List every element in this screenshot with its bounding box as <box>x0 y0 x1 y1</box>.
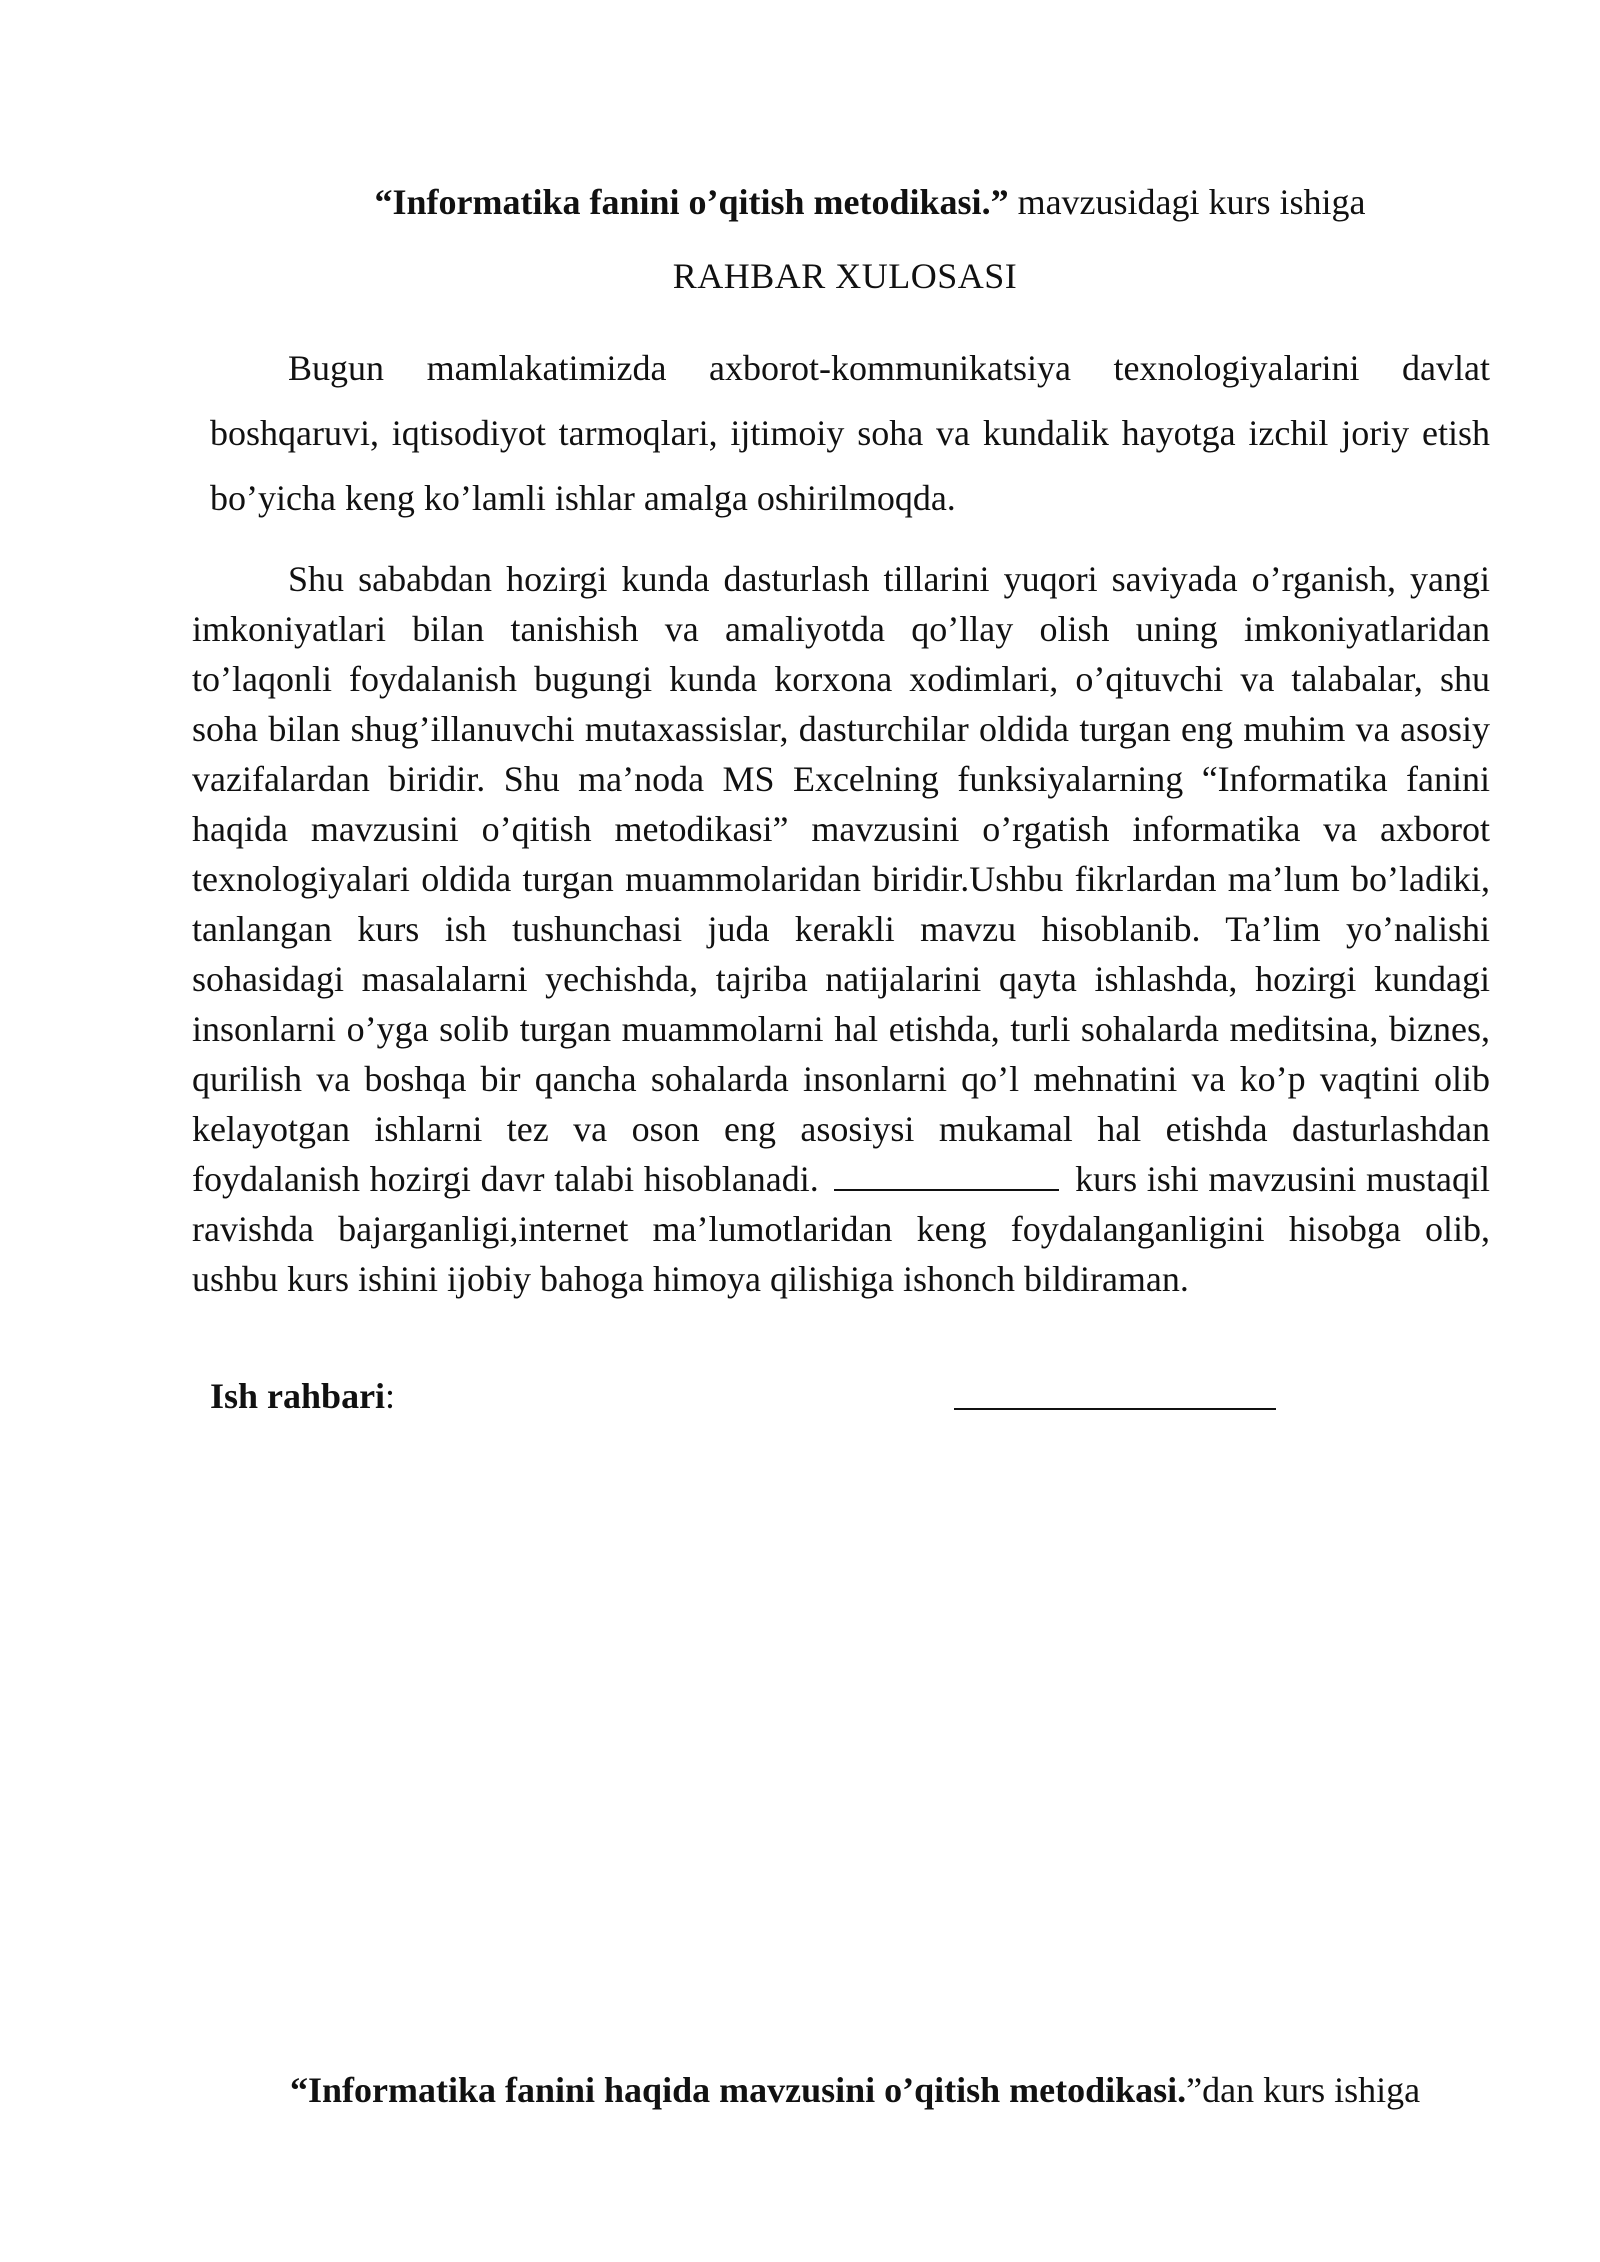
student-name-blank <box>834 1159 1059 1191</box>
supervisor-label <box>210 1374 395 1418</box>
signature-line <box>954 1408 1276 1410</box>
paragraph-intro: Bugun mamlakatimizda axborot-kommunikatsiya texnologiyalarini davlat boshqaruvi, iqtisodiyot tarmoqlari, ijtimoiy soha va kundalik hayotga izchil joriy etish bo’yicha keng ko’lamli ishlar amalga oshirilmoqda. <box>210 348 1490 518</box>
paragraph-main-part-2: kurs ishi mavzusini mustaqil ravishda bajarganligi,internet ma’lumotlaridan keng foydalanganligini hisobga olib, ushbu kurs ishini ijobiy bahoga himoya qilishiga ishonch bildiraman. <box>192 1159 1491 1299</box>
next-page-topic-heading <box>290 2068 1420 2112</box>
course-topic-heading <box>0 180 1600 224</box>
paragraph-main <box>192 554 1490 1304</box>
course-topic-bold: “Informatika fanini o’qitish metodikasi.” <box>374 182 1009 222</box>
document-title: RAHBAR XULOSASI <box>672 256 1018 296</box>
next-page-topic-suffix: ”dan kurs ishiga <box>1186 2070 1421 2110</box>
supervisor-label-colon: : <box>385 1376 396 1416</box>
supervisor-label-text: Ish rahbari <box>210 1376 386 1416</box>
course-topic-suffix: mavzusidagi kurs ishiga <box>1008 182 1366 222</box>
paragraph-main-part-1: Shu sababdan hozirgi kunda dasturlash tillarini yuqori saviyada o’rganish, yangi imkoniyatlari bilan tanishish va amaliyotda qo’llay olish uning imkoniyatlaridan to’laqonli foydalanish bugungi kunda korxona xodimlari, o’qituvchi va talabalar, shu soha bilan shug’illanuvchi mutaxassislar, dasturchilar oldida turgan eng muhim va asosiy vazifalardan biridir. Shu ma’noda MS Excelning funksiyalarning “Informatika fanini haqida mavzusini o’qitish metodikasi” mavzusini o’rgatish informatika va axborot texnologiyalari oldida turgan muammolaridan biridir.Ushbu fikrlardan ma’lum bo’ladiki, tanlangan kurs ish tushunchasi juda kerakli mavzu hisoblanib. Ta’lim yo’nalishi sohasidagi masalalarni yechishda, tajriba natijalarini qayta ishlashda, hozirgi kundagi insonlarni o’yga solib turgan muammolarni hal etishda, turli sohalarda meditsina, biznes, qurilish va boshqa bir qancha sohalarda insonlarni qo’l mehnatini va ko’p vaqtini olib kelayotgan ishlarni tez va oson eng asosiysi mukamal hal etishda dasturlashdan foydalanish hozirgi davr talabi hisoblanadi. <box>192 559 1490 1199</box>
next-page-topic-bold: “Informatika fanini haqida mavzusini o’qitish metodikasi. <box>290 2070 1187 2110</box>
